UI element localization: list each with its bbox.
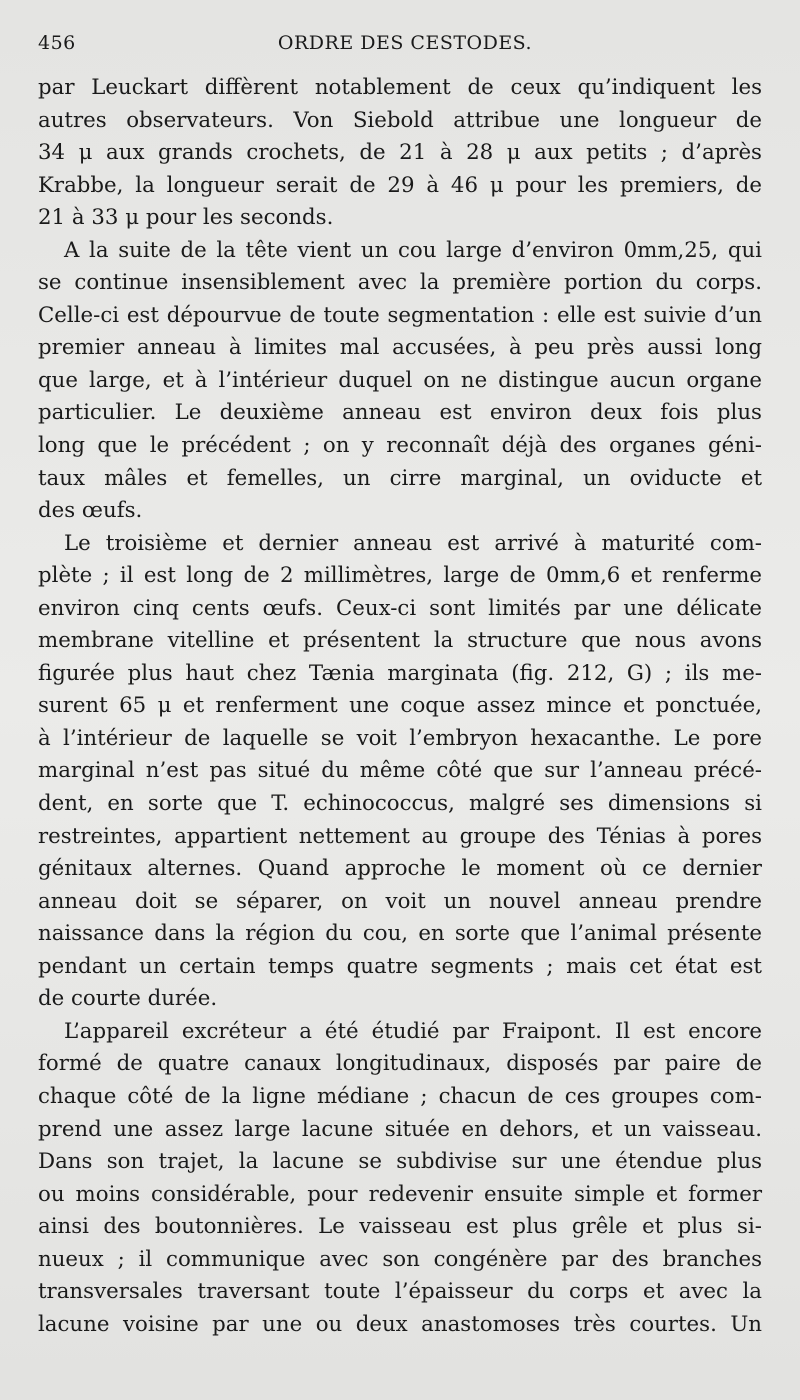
text-line: Krabbe, la longueur serait de 29 à 46 μ pour les premiers, de [38,172,762,198]
text-line: long que le précédent ; on y reconnaît déjà des organes géni- [38,433,762,459]
text-line: naissance dans la région du cou, en sorte que l’animal présente [38,921,762,947]
text-line: des œufs. [38,498,143,524]
text-line: membrane vitelline et présentent la structure que nous avons [38,628,762,654]
text-line: ou moins considérable, pour redevenir ensuite simple et former [38,1181,762,1207]
text-line: restreintes, appartient nettement au groupe des Ténias à pores [38,823,762,849]
text-line: à l’intérieur de laquelle se voit l’embryon hexacanthe. Le pore [38,725,762,751]
body-text [38,72,762,1341]
text-line: que large, et à l’intérieur duquel on ne distingue aucun organe [38,367,762,393]
text-line: transversales traversant toute l’épaisseur du corps et avec la [38,1279,762,1305]
text-line: génitaux alternes. Quand approche le moment où ce dernier [38,856,762,882]
text-line: chaque côté de la ligne médiane ; chacun de ces groupes com- [38,1083,762,1109]
text-line: par Leuckart diffèrent notablement de ceux qu’indiquent les [38,75,762,100]
text-line: Celle-ci est dépourvue de toute segmentation : elle est suivie d’un [38,302,762,328]
text-line: A la suite de la tête vient un cou large d’environ 0mm,25, qui [64,237,762,263]
text-line: prend une assez large lacune située en dehors, et un vaisseau. [38,1116,762,1142]
text-line: Le troisième et dernier anneau est arrivé à maturité com- [64,530,762,556]
text-line: particulier. Le deuxième anneau est environ deux fois plus [38,400,762,426]
text-line: plète ; il est long de 2 millimètres, large de 0mm,6 et renferme [38,563,762,589]
running-title: ORDRE DES CESTODES. [277,32,533,54]
text-line: figurée plus haut chez Tænia marginata (fig. 212, G) ; ils me- [38,660,762,686]
text-line: taux mâles et femelles, un cirre marginal, un oviducte et [38,465,762,491]
text-line: premier anneau à limites mal accusées, à peu près aussi long [38,335,762,361]
text-line: pendant un certain temps quatre segments ; mais cet état est [38,953,762,979]
text-line: Dans son trajet, la lacune se subdivise sur une étendue plus [38,1149,762,1175]
text-line: 34 μ aux grands crochets, de 21 à 28 μ aux petits ; d’après [38,140,762,166]
text-line: lacune voisine par une ou deux anastomoses très courtes. Un [38,1311,762,1337]
text-line: environ cinq cents œufs. Ceux-ci sont limités par une délicate [38,595,762,621]
text-line: formé de quatre canaux longitudinaux, disposés par paire de [38,1051,762,1077]
page-number: 456 [38,32,76,54]
text-line: autres observateurs. Von Siebold attribue une longueur de [38,107,762,133]
text-line: 21 à 33 μ pour les seconds. [38,205,334,231]
text-line: ainsi des boutonnières. Le vaisseau est plus grêle et plus si- [38,1214,762,1240]
text-line: anneau doit se séparer, on voit un nouvel anneau prendre [38,888,762,914]
text-line: dent, en sorte que T. echinococcus, malgré ses dimensions si [38,791,762,817]
text-line: marginal n’est pas situé du même côté que sur l’anneau précé- [38,758,762,784]
text-line: se continue insensiblement avec la première portion du corps. [38,270,762,296]
text-line: L’appareil excréteur a été étudié par Fraipont. Il est encore [64,1018,762,1044]
text-line: surent 65 μ et renferment une coque assez mince et ponctuée, [38,693,762,719]
text-line: nueux ; il communique avec son congénère par des branches [38,1246,762,1272]
page-header [38,32,762,72]
text-line: de courte durée. [38,986,218,1012]
